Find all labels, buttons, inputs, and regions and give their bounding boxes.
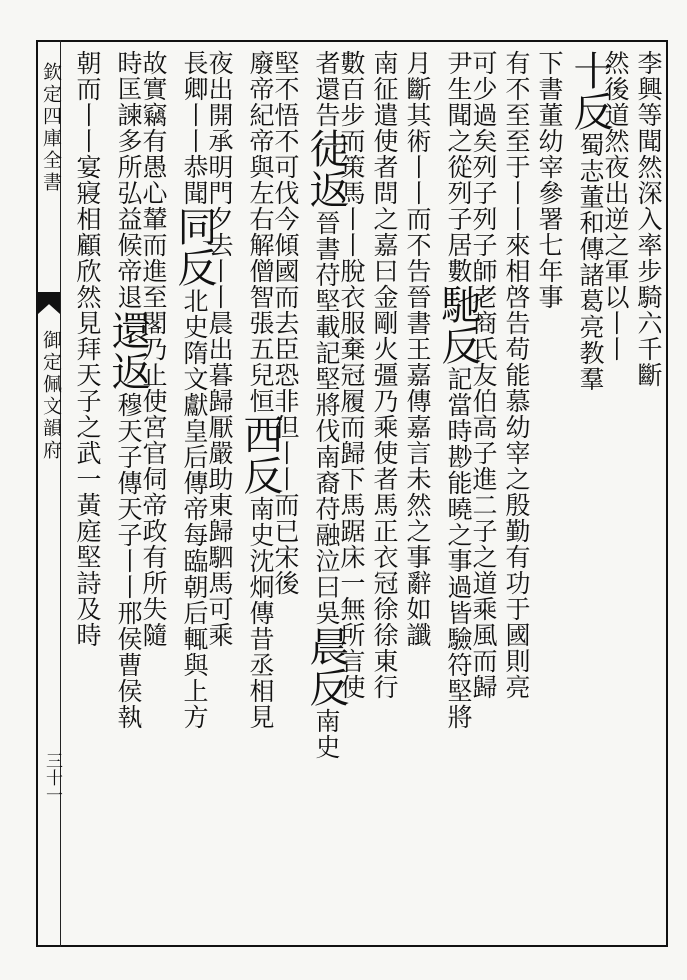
text-segment: 夜出開承明門夕去丨丨晨出暮歸 (205, 50, 234, 414)
text-segment: 晉書王嘉傳嘉言未然之事辭如讖 (403, 284, 432, 648)
text-segment: 下書董幼宰參署七年事 (535, 50, 564, 310)
margin-section-title: 御定佩文韻府 (40, 330, 62, 462)
text-segment: 可少過矣列子列子師老商氏友伯高子進二子之道乘風而歸 (469, 50, 498, 700)
text-segment: 北史隋文獻皇后傳帝每臨朝后輒與上方 (180, 288, 209, 730)
text-segment: 宋後 (271, 544, 300, 596)
text-column (636, 50, 661, 388)
text-segment: 數百步而策馬丨丨脫衣服棄冠履而歸下馬踞床一無所言使 (337, 50, 366, 700)
text-segment: 記當時尠能曉之事過皆驗符堅將 (444, 366, 473, 730)
text-segment: 穆天子傳天子丨丨邢侯曹侯執 (114, 392, 143, 730)
text-segment: 朝而丨丨宴寢相顧欣然 (73, 50, 102, 310)
text-segment: 故實竊有愚心 (139, 50, 168, 206)
text-column (303, 50, 349, 760)
frame-bottom-border (36, 945, 668, 947)
text-segment: 蜀志董和傳諸葛亮教羣 (576, 132, 605, 392)
text-segment: 廢帝紀帝與左右解僧智張五兒恒 (246, 50, 275, 414)
rhyme-heading: 十 (567, 50, 613, 91)
rhyme-heading: 反 (567, 91, 613, 132)
text-segment: 輦而進至閣乃止使宮官伺帝政有所失隨 (139, 206, 168, 648)
text-column (405, 50, 430, 648)
text-segment: 不可伐今傾國而去臣恐非但丨丨而已 (271, 128, 300, 544)
text-segment: 堅不悟 (271, 50, 300, 128)
rhyme-heading: 晨反 (303, 626, 349, 708)
rhyme-heading: 西反 (237, 414, 283, 496)
rhyme-heading: 同反 (171, 206, 217, 288)
text-segment: 長卿丨丨恭聞 (180, 50, 209, 206)
text-segment: 然後道然夜出逆之軍以丨丨 (601, 50, 630, 362)
text-segment: 時匡諫多所弘益候帝退 (114, 50, 143, 310)
text-segment: 者還告 (312, 50, 341, 128)
margin-book-title: 欽定四庫全書 (40, 62, 62, 194)
text-column (435, 50, 481, 730)
text-segment: 南史 (312, 708, 341, 760)
text-column (105, 50, 151, 730)
text-segment: 晉書苻堅載記堅將伐南裔苻融泣曰吳 (312, 210, 341, 626)
text-column (372, 50, 397, 700)
rhyme-heading: 還返 (105, 310, 151, 392)
text-segment: 南征遣使者問之嘉曰金剛火彊乃乘使者馬正衣冠徐徐東行 (370, 50, 399, 700)
text-column (567, 50, 613, 392)
text-column (504, 50, 529, 700)
text-column (537, 50, 562, 310)
text-column (75, 50, 100, 648)
text-segment: 李興等聞然深入率步騎六千斷 (634, 50, 663, 388)
rhyme-heading: 徒返 (303, 128, 349, 210)
text-segment: 厭嚴助東歸駟馬可乘 (205, 414, 234, 648)
rhyme-heading: 馳反 (435, 284, 481, 366)
text-column (237, 50, 283, 730)
text-column (171, 50, 217, 730)
frame-right-border (666, 40, 668, 947)
page-number: 三十一 (42, 752, 62, 803)
text-segment: 有不至至于丨丨來相啓告苟能慕幼宰之殷勤有功于國則亮 (502, 50, 531, 700)
text-segment: 南史沈炯傳昔丞相見 (246, 496, 275, 730)
frame-top-border (36, 40, 668, 42)
text-segment: 月斷其術丨丨而不告 (403, 50, 432, 284)
text-segment: 見拜天子之武一黃庭堅詩及時 (73, 310, 102, 648)
text-segment: 尹生聞之從列子居數 (444, 50, 473, 284)
